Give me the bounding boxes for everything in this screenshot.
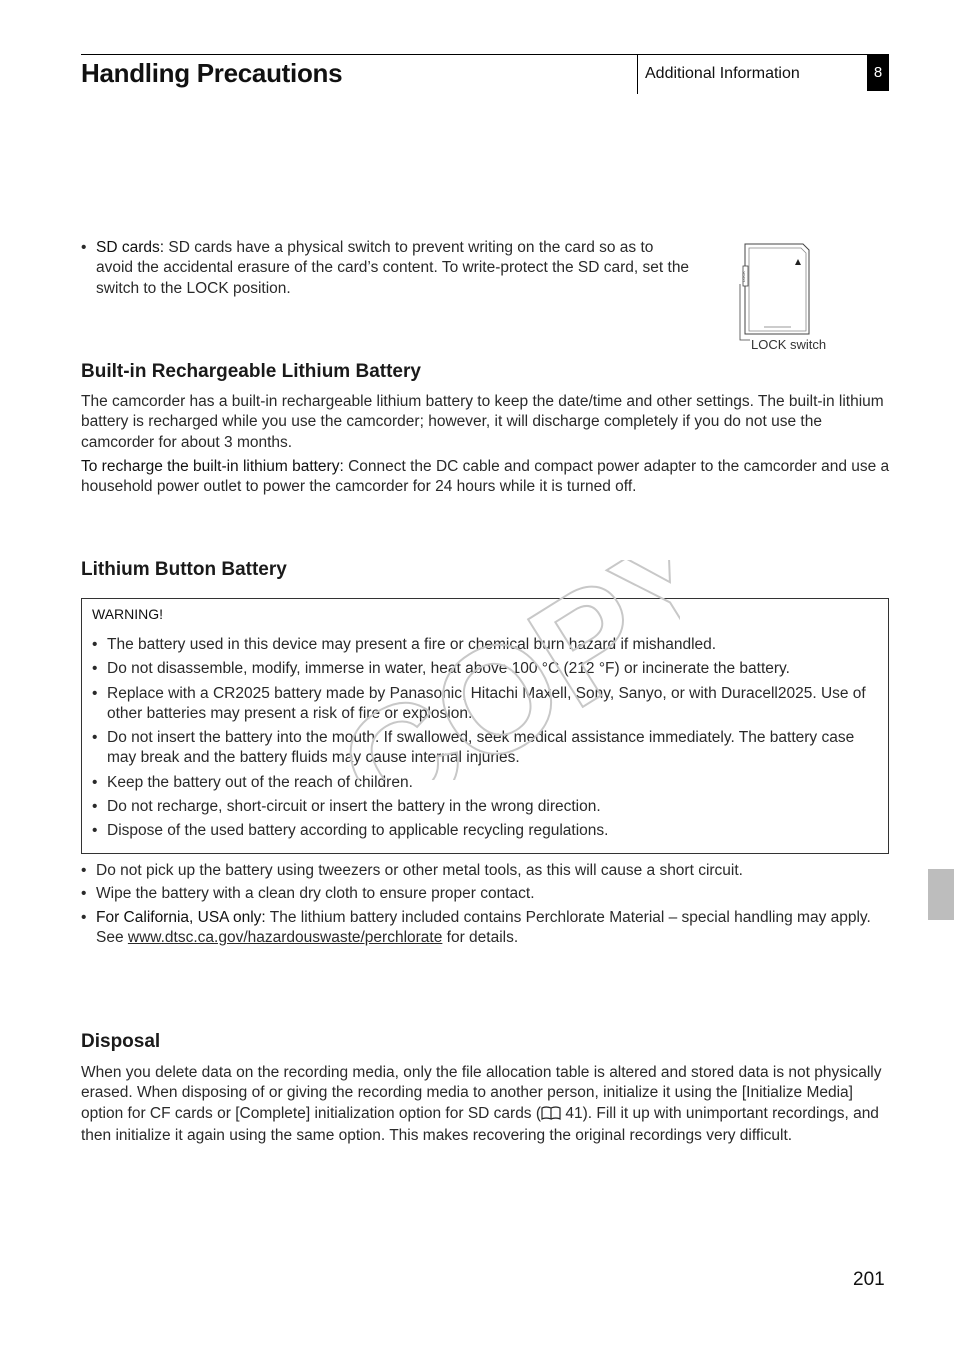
svg-text:LOCK: LOCK <box>741 271 746 282</box>
heading-builtin-battery: Built-in Rechargeable Lithium Battery <box>81 361 421 382</box>
recharge-text: Connect the DC cable and compact power adapter to the camcorder and use a household power outlet to power the camcorder for 24 hours while it is turned off. <box>81 458 890 496</box>
warning-list <box>92 635 877 846</box>
warning-item: • Dispose of the used battery according to applicable recycling regulations. <box>92 822 609 840</box>
figure-caption: LOCK switch <box>751 337 827 352</box>
california-lead: For California, USA only: <box>96 908 266 926</box>
note-item: • Do not pick up the battery using tweezers or other metal tools, as this will cause a short circuit. <box>81 862 743 879</box>
header-rule <box>81 54 889 55</box>
warning-title: WARNING! <box>92 606 164 622</box>
perchlorate-link[interactable]: www.dtsc.ca.gov/hazardouswaste/perchlorate <box>127 928 443 946</box>
header-divider <box>637 55 638 94</box>
warning-item: • The battery used in this device may present a fire or chemical burn hazard if mishandled. <box>92 636 717 653</box>
warning-item: • Do not disassemble, modify, immerse in water, heat above 100 °C (212 °F) or incinerate the battery. <box>92 660 790 678</box>
note-item: • Wipe the battery with a clean dry cloth to ensure proper contact. <box>81 885 535 903</box>
see-suffix: for details. <box>442 928 519 946</box>
svg-text:COPY: COPY <box>311 560 680 780</box>
page-title: Handling Precautions <box>81 58 343 88</box>
sd-card-text: SD cards have a physical switch to prevent writing on the card so as to avoid the accidental erasure of the card’s content. To write-protect the SD card, set the switch to the LOCK position. <box>96 239 690 297</box>
page-number: 201 <box>853 1269 885 1290</box>
recharge-paragraph <box>81 457 891 498</box>
warning-item: • Keep the battery out of the reach of children. <box>92 773 413 791</box>
warning-item: • Do not recharge, short-circuit or insert the battery in the wrong direction. <box>92 798 601 816</box>
warning-item: • Replace with a CR2025 battery made by Panasonic, Hitachi Maxell, Sony, Sanyo, or with Duracell2025. Use of other batteries may present a risk of fire or explosion. <box>92 684 866 722</box>
disposal-text-1: When you delete data on the recording media, only the file allocation table is altered and stored data is not physically erased. When disposing of or giving the recording media to another person, initialize it using the [Initialize Media] option for CF cards or [Complete] initialization option for SD cards ( <box>81 1064 882 1122</box>
see-prefix: See <box>96 928 128 946</box>
bullet: • <box>81 239 87 256</box>
chapter-thumb-tab <box>928 869 954 920</box>
book-icon <box>541 1106 561 1126</box>
battery-notes <box>81 861 881 948</box>
chapter-number-badge: 8 <box>867 54 889 91</box>
section-name: Additional Information <box>645 65 800 82</box>
builtin-battery-paragraph: The camcorder has a built-in rechargeable lithium battery to keep the date/time and other settings. The built-in lithium battery is recharged while you use the camcorder; however, it will discharge completely if you do not use the camcorder for about 3 months. <box>81 393 884 451</box>
heading-disposal: Disposal <box>81 1031 161 1052</box>
sd-card-lead: SD cards: <box>96 239 165 256</box>
warning-item: • Do not insert the battery into the mouth. If swallowed, seek medical assistance immediately. The battery case may break and the battery fluids may cause internal injuries. <box>92 729 855 767</box>
recharge-lead: To recharge the built-in lithium battery: <box>81 458 344 475</box>
california-text: The lithium battery included contains Perchlorate Material – special handling may apply. <box>265 908 871 926</box>
heading-button-battery: Lithium Button Battery <box>81 559 287 580</box>
california-note: • For California, USA only: The lithium battery included contains Perchlorate Material – special handling may apply. See www.dtsc.ca.gov/hazardouswaste/perchlorate for details. <box>81 908 871 946</box>
sd-card-item <box>81 238 693 299</box>
disposal-text-2: 41). Fill it up with unimportant recordings, and then initialize it again using the same option. This makes recovering the original recordings very difficult. <box>81 1104 879 1144</box>
disposal-paragraph <box>81 1063 891 1146</box>
